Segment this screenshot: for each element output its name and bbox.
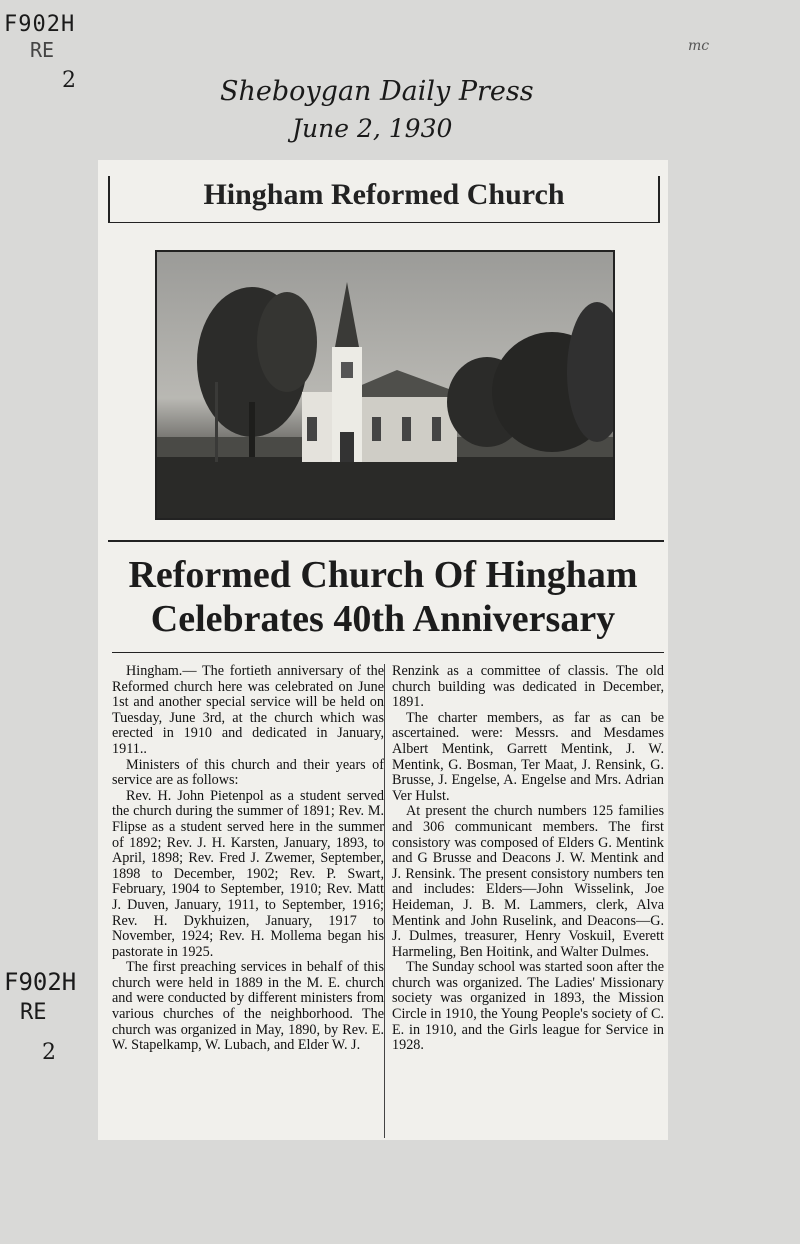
church-photo-illustration (157, 252, 613, 518)
headline-line-2: Celebrates 40th Anniversary (150, 598, 616, 640)
article-column-left (112, 664, 384, 1054)
catalog-number-annotation: 2 (62, 68, 76, 93)
source-publication-annotation: Sheboygan Daily Press (220, 76, 534, 107)
initials-annotation: mc (688, 38, 710, 54)
source-date-annotation: June 2, 1930 (292, 114, 453, 143)
paragraph: Ministers of this church and their years of service are as follows: (112, 756, 384, 789)
paragraph: Renzink as a committee of classis. The old church building was dedicated in December, 1891. (392, 663, 664, 711)
section-header-box (108, 176, 660, 223)
catalog-number-annotation-lower: 2 (42, 1040, 56, 1065)
paragraph: Rev. H. John Pietenpol as a student served the church during the summer of 1891; Rev. M. Flipse as a student served here in the summer of 1892; Rev. J. H. Karsten, January, 1893, to April, 1898; Rev. Fred J. Zwemer, September, 1898 to December, 1902; Rev. P. Swart, February, 1904 to September, 1910; Rev. Matt J. Duven, January, 1911, to September, 1916; Rev. H. Dykhuizen, January, 1917 to November, 1924; Rev. H. Mollema began his pastorate in 1925. (112, 787, 384, 960)
divider-rule-top (108, 540, 664, 542)
catalog-series-annotation: RE (30, 38, 55, 62)
section-title: Hingham Reformed Church (203, 178, 565, 211)
church-photograph (155, 250, 615, 520)
catalog-code-annotation: F902H (4, 12, 76, 37)
paragraph: Hingham.— The fortieth anniversary of the Reformed church here was celebrated on June 1st and another special service will be held on Tuesday, June 3rd, at the church which was erected in 1910 and dedicated in January, 1911.. (112, 663, 384, 757)
catalog-code-annotation-lower: F902H (4, 968, 77, 996)
article-column-right (392, 664, 664, 1054)
column-divider (384, 664, 385, 1138)
headline-line-1: Reformed Church Of Hingham (128, 554, 638, 596)
divider-rule-bottom (112, 652, 664, 653)
paragraph: The first preaching services in behalf of this church were held in 1889 in the M. E. church and were conducted by different ministers from various churches of the neighborhood. The church was organized in May, 1890, by Rev. E. W. Stapelkamp, W. Lubach, and Elder W. J. (112, 959, 384, 1054)
catalog-series-annotation-lower: RE (20, 1000, 47, 1025)
paragraph: The Sunday school was started soon after the church was organized. The Ladies' Missionary society was organized in 1893, the Mission Circle in 1910, the Young People's society of C. E. in 1910, and the Girls league for Service in 1928. (392, 959, 664, 1054)
paragraph: The charter members, as far as can be ascertained. were: Messrs. and Mesdames Albert Mentink, Garrett Mentink, J. W. Mentink, G. Bosman, Ter Maat, J. Rensink, G. Brusse, J. Engelse, A. Engelse and Mrs. Adrian Ver Hulst. (392, 709, 664, 804)
paragraph: At present the church numbers 125 families and 306 communicant members. The first consistory was composed of Elders G. Mentink and G Brusse and Deacons J. W. Mentink and J. Rensink. The present consistory numbers ten and includes: Elders—John Wisselink, Joe Heideman, J. B. M. Lammers, clerk, Alva Mentink and John Ruselink, and Deacons—G. J. Dulmes, treasurer, Henry Voskuil, Everett Harmeling, Ben Hoitink, and Walter Dulmes. (392, 803, 664, 960)
